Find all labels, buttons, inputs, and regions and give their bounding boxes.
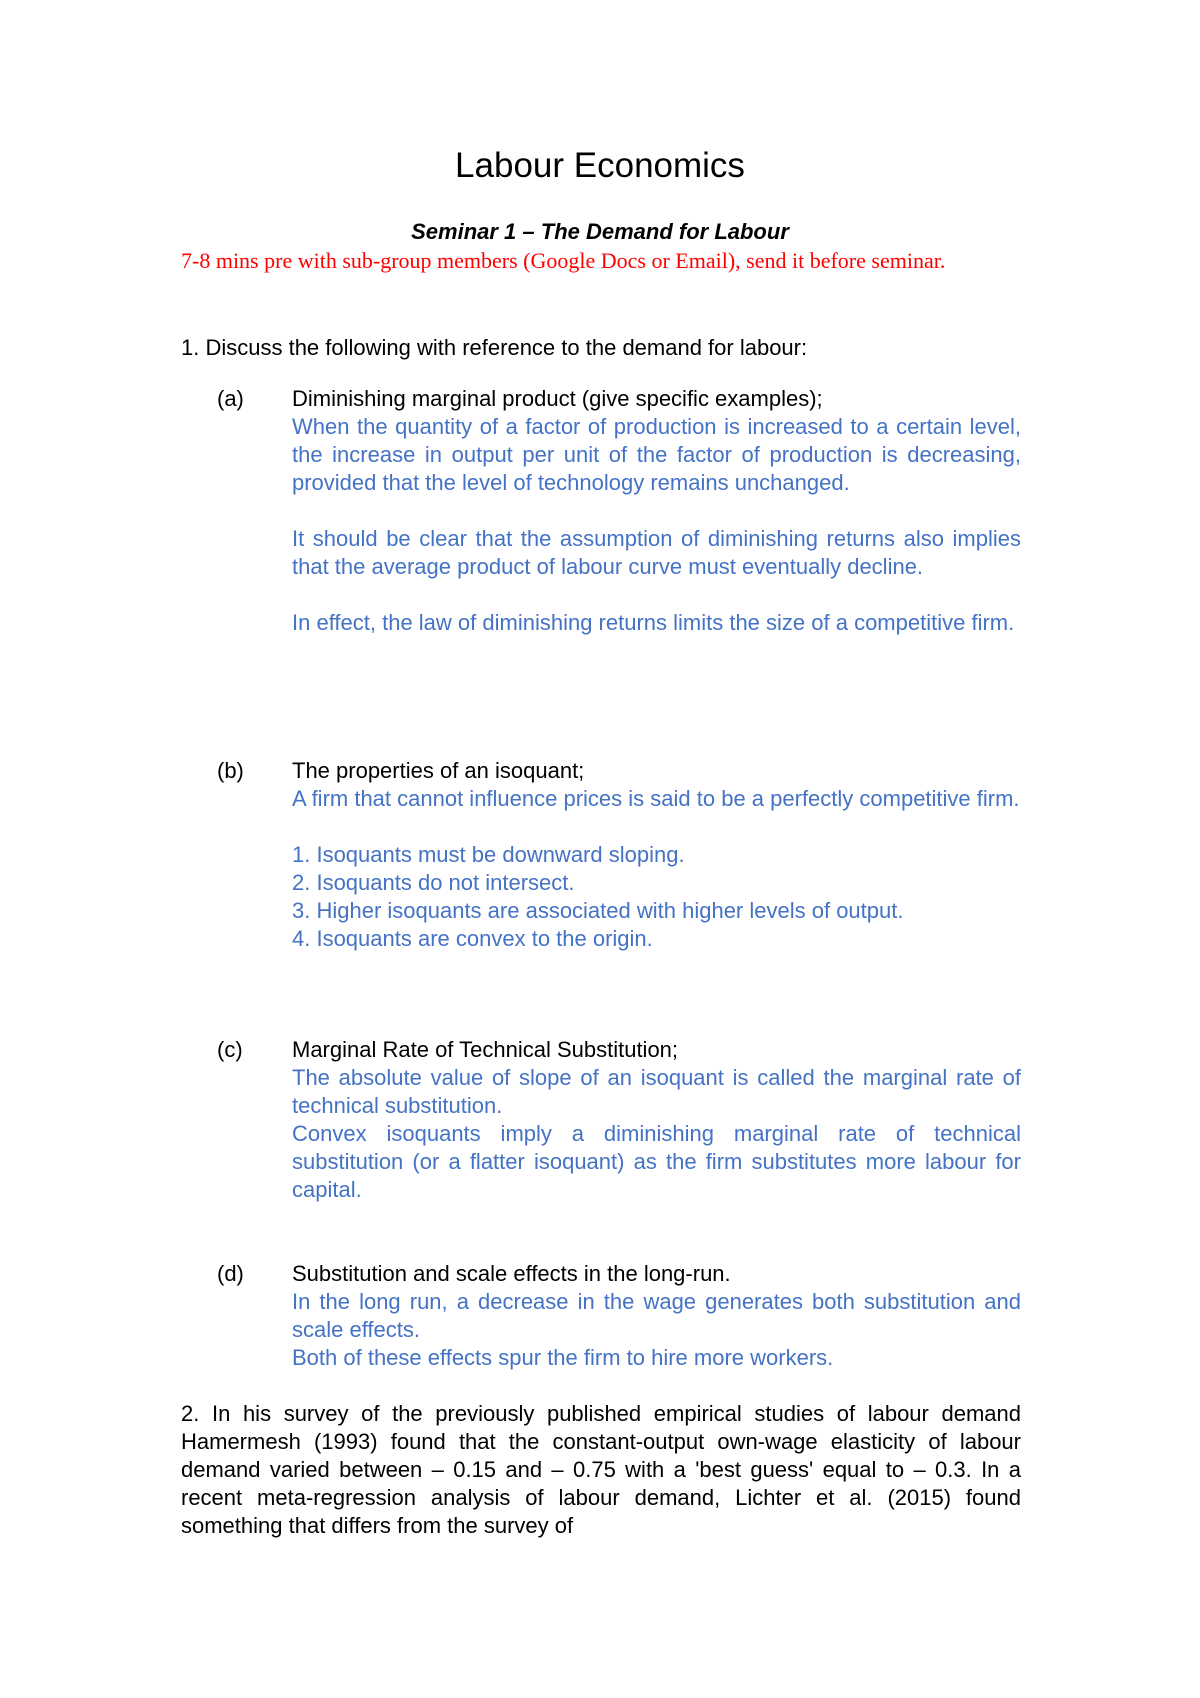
item-label: (b) bbox=[217, 758, 244, 783]
list-item: 3. Higher isoquants are associated with higher levels of output. bbox=[292, 898, 904, 923]
answer-paragraph: In the long run, a decrease in the wage generates both substitution and scale effects. bbox=[292, 1289, 1021, 1342]
list-item: 2. Isoquants do not intersect. bbox=[292, 870, 575, 895]
seminar-subtitle: Seminar 1 – The Demand for Labour bbox=[411, 219, 789, 244]
answer-paragraph: A firm that cannot influence prices is said to be a perfectly competitive firm. bbox=[292, 786, 1020, 811]
answer-paragraph: The absolute value of slope of an isoquant is called the marginal rate of technical substitution. bbox=[292, 1065, 1021, 1118]
item-label: (d) bbox=[217, 1261, 244, 1286]
list-item: 4. Isoquants are convex to the origin. bbox=[292, 926, 653, 951]
item-heading: Marginal Rate of Technical Substitution; bbox=[292, 1037, 679, 1062]
answer-paragraph: Convex isoquants imply a diminishing marginal rate of technical substitution (or a flatter isoquant) as the firm substitutes more labour for capital. bbox=[292, 1121, 1021, 1202]
answer-paragraph: It should be clear that the assumption of diminishing returns also implies that the average product of labour curve must eventually decline. bbox=[292, 526, 1021, 579]
list-item: 1. Isoquants must be downward sloping. bbox=[292, 842, 685, 867]
item-heading: Substitution and scale effects in the long-run. bbox=[292, 1261, 731, 1286]
document-title: Labour Economics bbox=[455, 146, 745, 185]
item-content bbox=[292, 1260, 1021, 1372]
answer-paragraph: When the quantity of a factor of production is increased to a certain level, the increase in output per unit of the factor of production is decreasing, provided that the level of technology remains unchanged. bbox=[292, 414, 1021, 495]
question-1: 1. Discuss the following with reference to the demand for labour: bbox=[181, 335, 808, 360]
item-heading: The properties of an isoquant; bbox=[292, 758, 585, 783]
item-label: (c) bbox=[217, 1037, 243, 1062]
item-content bbox=[292, 385, 1021, 637]
instruction-note: 7-8 mins pre with sub-group members (Google Docs or Email), send it before seminar. bbox=[181, 248, 946, 273]
item-content bbox=[292, 757, 1021, 953]
answer-paragraph: In effect, the law of diminishing returns limits the size of a competitive firm. bbox=[292, 610, 1015, 635]
item-content bbox=[292, 1036, 1021, 1204]
item-heading: Diminishing marginal product (give specific examples); bbox=[292, 386, 823, 411]
item-label: (a) bbox=[217, 386, 244, 411]
question-2: 2. In his survey of the previously published empirical studies of labour demand Hamermesh (1993) found that the constant-output own-wage elasticity of labour demand varied between – 0.15 and – 0.75 with a 'best guess' equal to – 0.3. In a recent meta-regression analysis of labour demand, Lichter et al. (2015) found something that differs from the survey of bbox=[181, 1401, 1021, 1538]
answer-paragraph: Both of these effects spur the firm to hire more workers. bbox=[292, 1345, 834, 1370]
